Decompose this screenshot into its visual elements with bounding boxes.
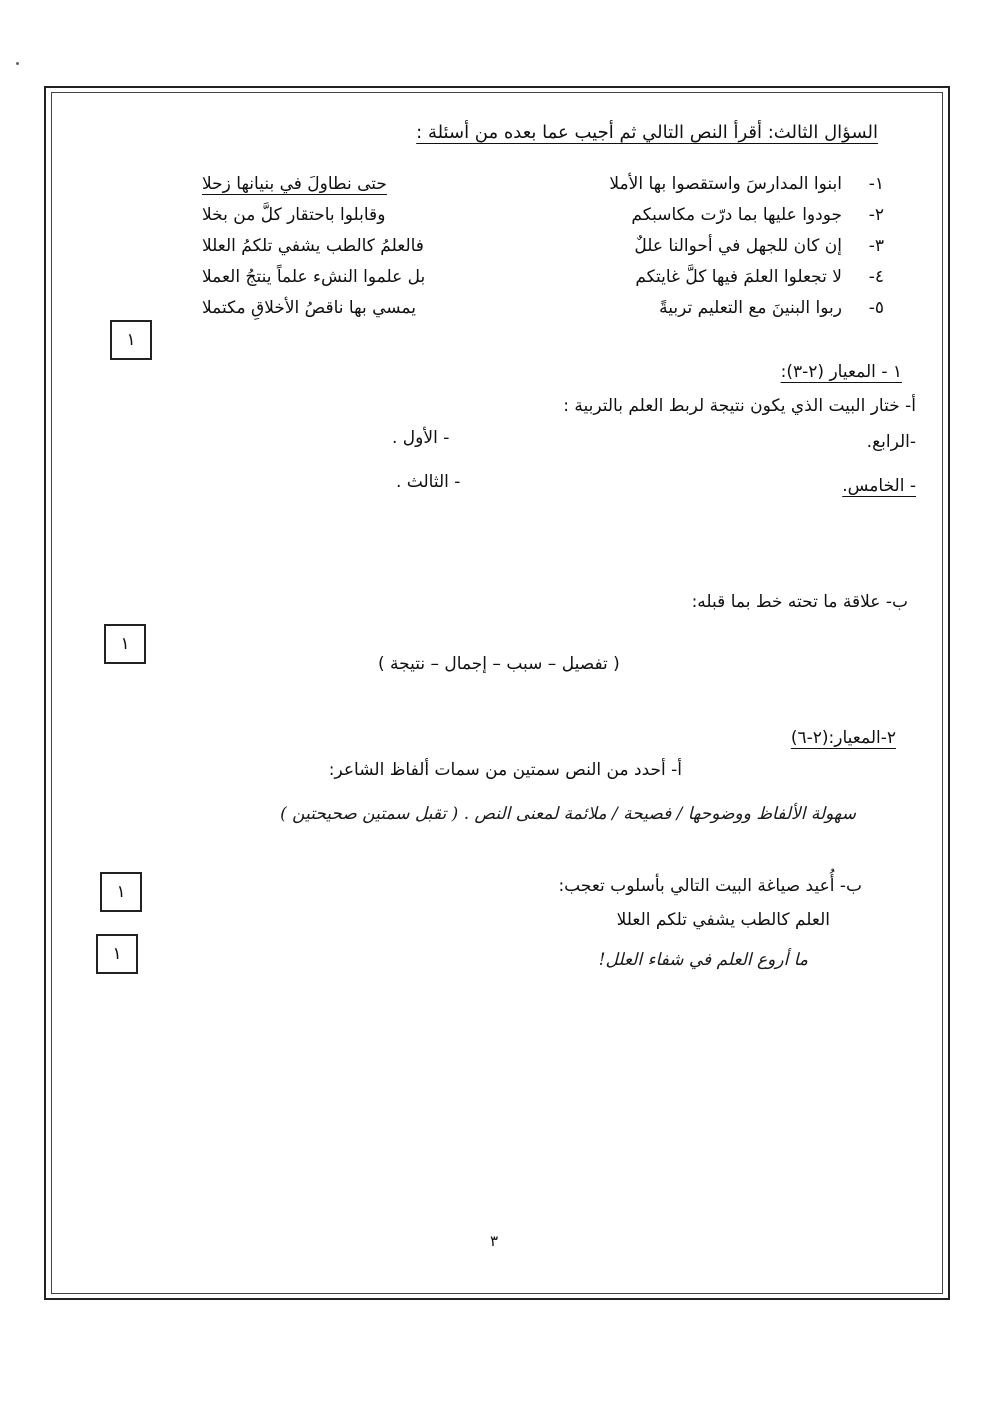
verse-second-hemistich: بل علموا النشء علماً ينتجُ العملا bbox=[202, 267, 426, 287]
verse-second-hemistich: فالعلمُ كالطب يشفي تلكمُ العللا bbox=[202, 236, 424, 256]
verse-first-hemistich: ابنوا المدارسَ واستقصوا بها الأملا bbox=[609, 174, 842, 194]
verse-number: ٣- bbox=[868, 236, 884, 256]
handwritten-answer: ما أروع العلم في شفاء العلل! bbox=[598, 950, 808, 970]
question-title: السؤال الثالث: أقرأ النص التالي ثم أجيب عما بعده من أسئلة : bbox=[416, 122, 878, 143]
verse-second-hemistich: وقابلوا باحتقار كلَّ من بخلا bbox=[202, 205, 386, 225]
relation-choices: ( تفصيل – سبب – إجمال – نتيجة ) bbox=[378, 654, 620, 674]
option-fifth-selected: - الخامس. bbox=[842, 476, 916, 496]
question-a-prompt: أ- ختار البيت الذي يكون نتيجة لربط العلم بالتربية : bbox=[563, 396, 916, 416]
verse-first-hemistich: لا تجعلوا العلمَ فيها كلَّ غايتكم bbox=[635, 267, 842, 287]
score-box: ١ bbox=[110, 320, 152, 360]
criterion-2-heading: ٢-المعيار:(٢-٦) bbox=[790, 728, 896, 748]
verse-to-rephrase: العلم كالطب يشفي تلكم العللا bbox=[616, 910, 830, 930]
question-a-prompt: أ- أحدد من النص سمتين من سمات ألفاظ الشاعر: bbox=[328, 760, 682, 780]
verse-first-hemistich: ربوا البنينَ مع التعليم تربيةً bbox=[659, 298, 842, 318]
page-number: ٣ bbox=[490, 1232, 499, 1250]
score-box: ١ bbox=[96, 934, 138, 974]
verse-number: ٢- bbox=[868, 205, 884, 225]
score-box: ١ bbox=[104, 624, 146, 664]
score-box: ١ bbox=[100, 872, 142, 912]
verse-number: ٥- bbox=[868, 298, 884, 318]
verse-second-hemistich: حتى نطاولَ في بنيانها زحلا bbox=[202, 174, 387, 194]
option-first: - الأول . bbox=[392, 428, 450, 448]
verse-second-hemistich: يمسي بها ناقصُ الأخلاقِ مكتملا bbox=[202, 298, 416, 318]
verse-first-hemistich: جودوا عليها بما درّت مكاسبكم bbox=[631, 205, 842, 225]
option-fourth: -الرابع. bbox=[866, 432, 916, 452]
verse-number: ١- bbox=[868, 174, 884, 194]
option-third: - الثالث . bbox=[396, 472, 461, 492]
verse-first-hemistich: إن كان للجهل في أحوالنا عللٌ bbox=[634, 236, 842, 256]
scan-speck bbox=[16, 62, 19, 65]
criterion-1-heading: ١ - المعيار (٢-٣): bbox=[780, 362, 902, 382]
handwritten-answer: سهولة الألفاظ ووضوحها / فصيحة / ملائمة لمعنى النص . ( تقبل سمتين صحيحتين ) bbox=[280, 804, 856, 824]
verse-number: ٤- bbox=[868, 267, 884, 287]
question-b-prompt: ب- علاقة ما تحته خط بما قبله: bbox=[691, 592, 908, 612]
question-b-prompt: ب- أُعيد صياغة البيت التالي بأسلوب تعجب: bbox=[558, 876, 862, 896]
